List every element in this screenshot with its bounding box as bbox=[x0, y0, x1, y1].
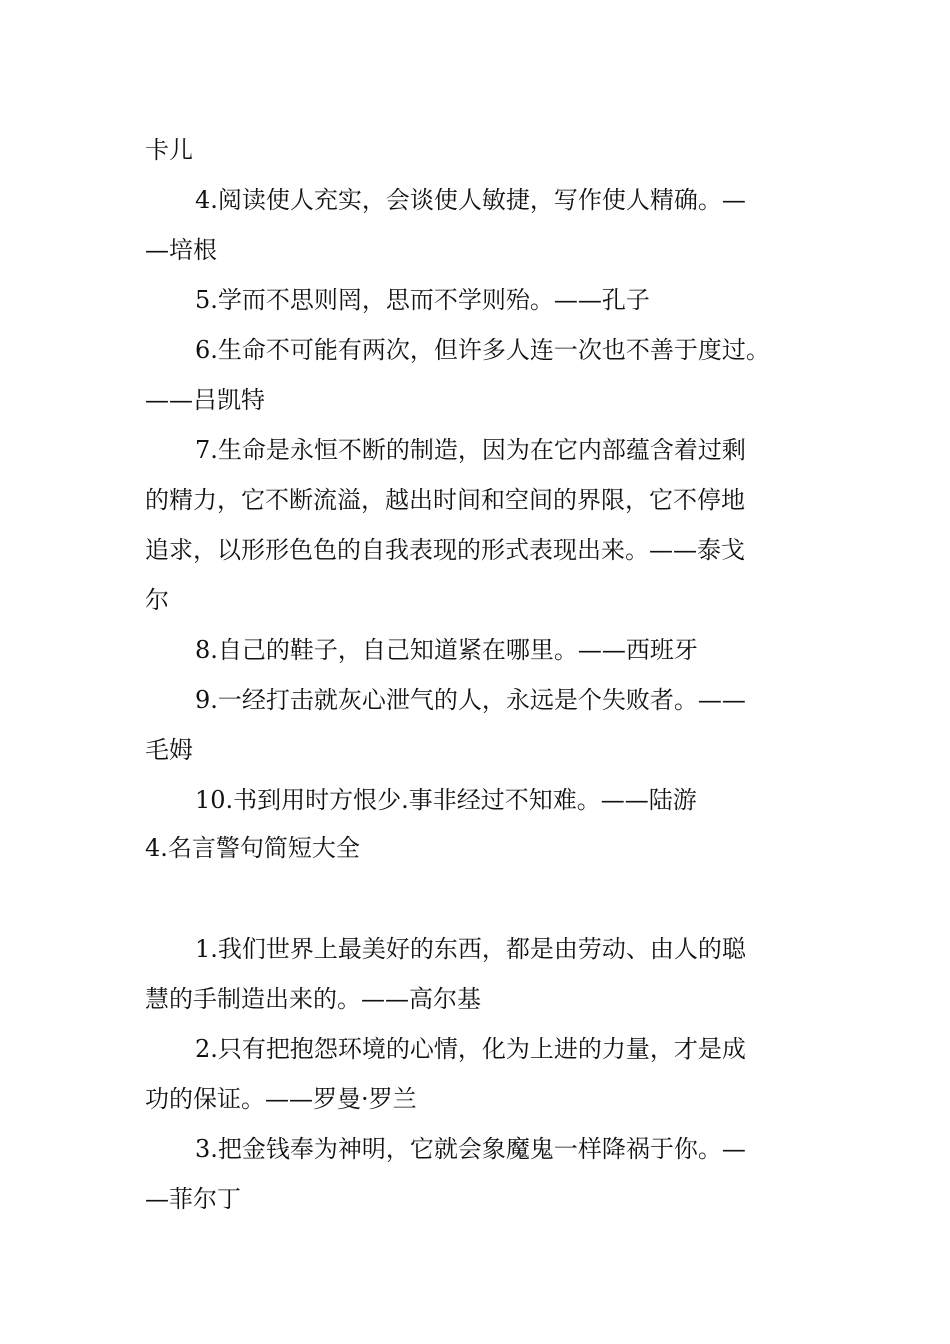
quote-9-line-2: 毛姆 bbox=[145, 736, 193, 764]
quote-9-line-1: 9.一经打击就灰心泄气的人，永远是个失败者。—— bbox=[195, 686, 746, 714]
section-heading: 4.名言警句简短大全 bbox=[145, 834, 360, 862]
quote-4-line-1: 4.阅读使人充实，会谈使人敏捷，写作使人精确。— bbox=[195, 186, 746, 214]
quote-4-line-2: —培根 bbox=[145, 236, 217, 264]
quote-1-line-2: 慧的手制造出来的。——高尔基 bbox=[145, 985, 481, 1013]
quote-6-line-1: 6.生命不可能有两次，但许多人连一次也不善于度过。 bbox=[195, 336, 770, 364]
quote-8: 8.自己的鞋子，自己知道紧在哪里。——西班牙 bbox=[195, 636, 698, 664]
quote-7-line-4: 尔 bbox=[145, 586, 169, 614]
quote-7-line-2: 的精力，它不断流溢，越出时间和空间的界限，它不停地 bbox=[145, 486, 745, 514]
quote-3-line-2: —菲尔丁 bbox=[145, 1185, 241, 1213]
quote-2-line-2: 功的保证。——罗曼·罗兰 bbox=[145, 1085, 417, 1113]
quote-5: 5.学而不思则罔，思而不学则殆。——孔子 bbox=[195, 286, 650, 314]
quote-10: 10.书到用时方恨少.事非经过不知难。——陆游 bbox=[195, 786, 697, 814]
quote-1-line-1: 1.我们世界上最美好的东西，都是由劳动、由人的聪 bbox=[195, 935, 746, 963]
quote-7-line-3: 追求，以形形色色的自我表现的形式表现出来。——泰戈 bbox=[145, 536, 745, 564]
quote-3-line-1: 3.把金钱奉为神明，它就会象魔鬼一样降祸于你。— bbox=[195, 1135, 746, 1163]
text-line: 卡儿 bbox=[145, 136, 193, 164]
quote-6-line-2: ——吕凯特 bbox=[145, 386, 265, 414]
quote-2-line-1: 2.只有把抱怨环境的心情，化为上进的力量，才是成 bbox=[195, 1035, 746, 1063]
quote-7-line-1: 7.生命是永恒不断的制造，因为在它内部蕴含着过剩 bbox=[195, 436, 746, 464]
